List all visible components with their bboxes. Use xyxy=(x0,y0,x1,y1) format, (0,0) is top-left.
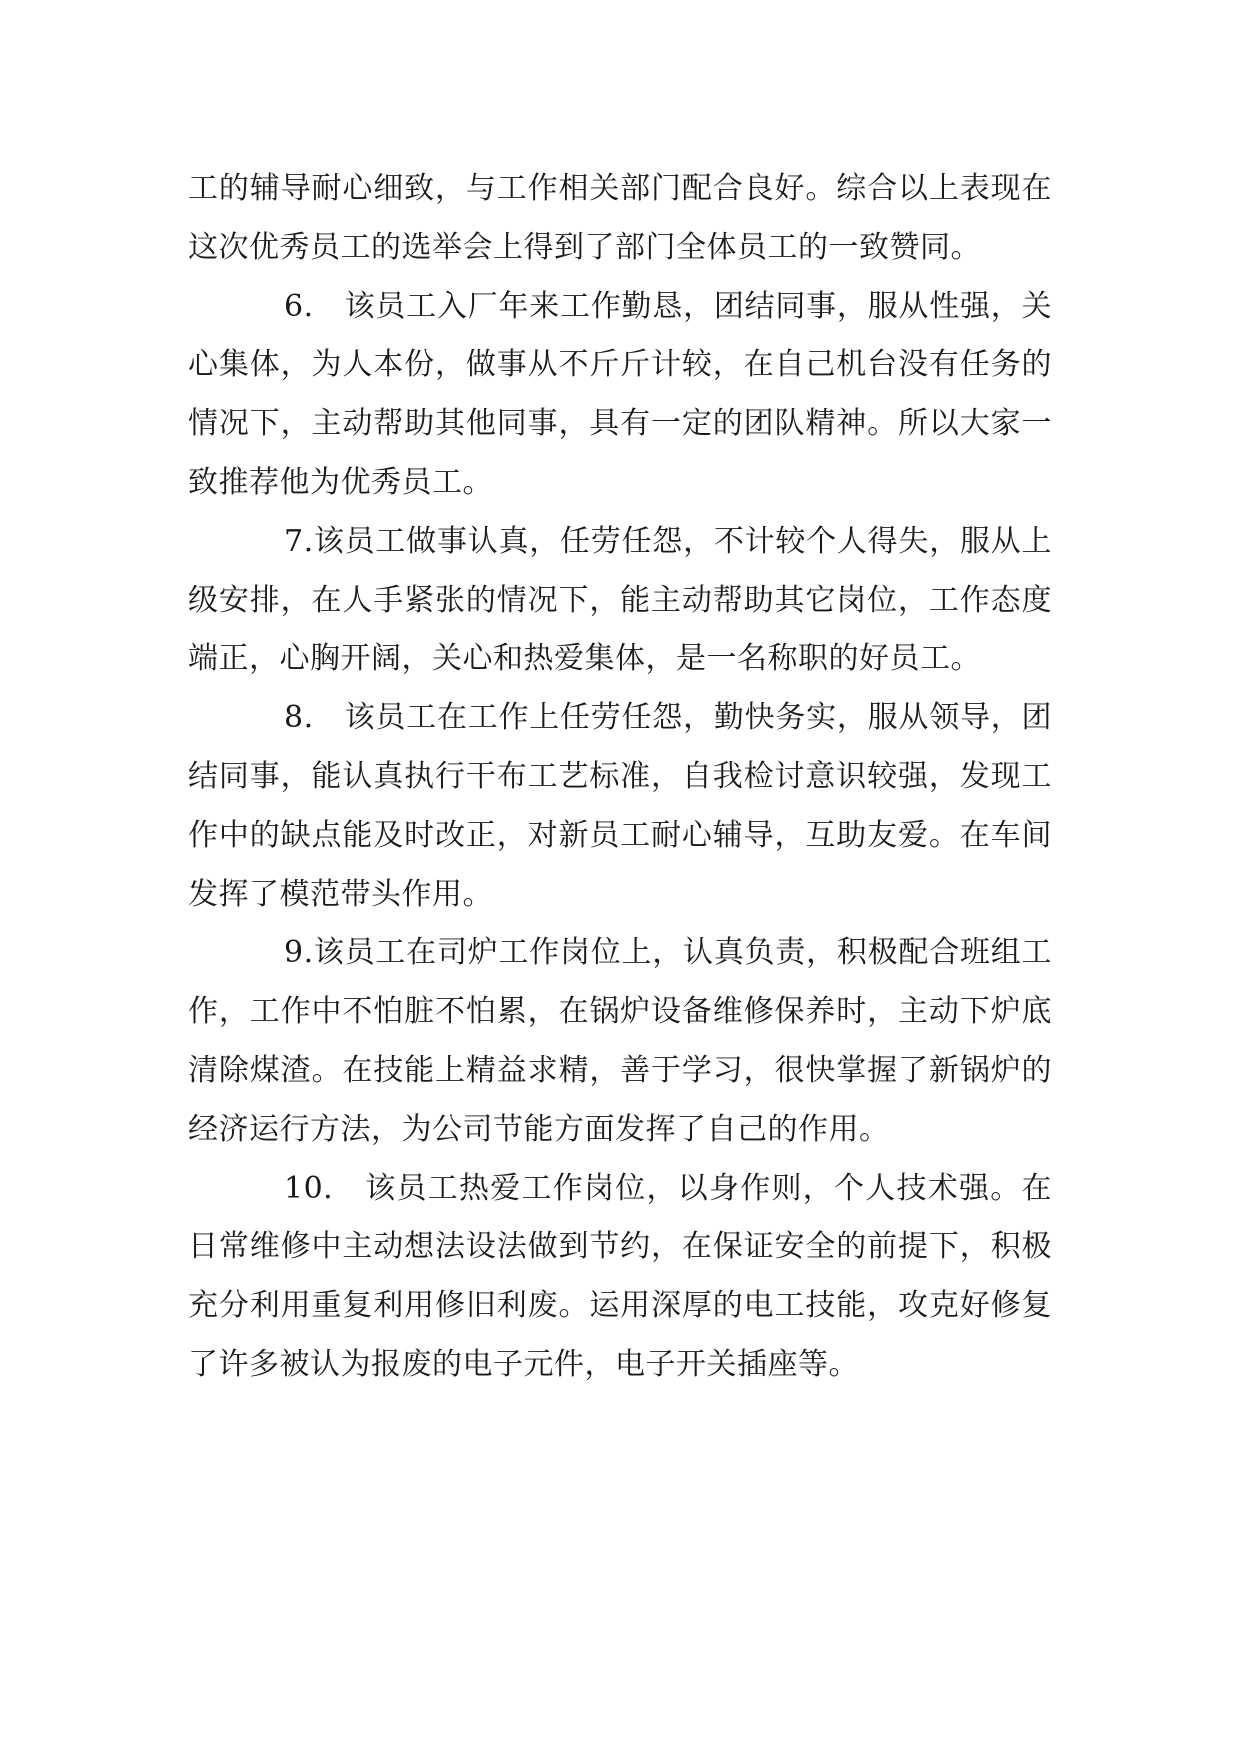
document-body xyxy=(188,160,1052,1395)
paragraph-item-6: 6. 该员工入厂年来工作勤恳，团结同事，服从性强，关心集体，为人本份，做事从不斤斤计较，在自己机台没有任务的情况下，主动帮助其他同事，具有一定的团队精神。所以大家一致推荐他为优秀员工。 xyxy=(188,288,1052,500)
paragraph-item-10: 10. 该员工热爱工作岗位，以身作则，个人技术强。在日常维修中主动想法设法做到节约，在保证安全的前提下，积极充分利用重复利用修旧利废。运用深厚的电工技能，攻克好修复了许多被认为报废的电子元件，电子开关插座等。 xyxy=(188,1170,1052,1382)
paragraph-continuation: 工的辅导耐心细致，与工作相关部门配合良好。综合以上表现在这次优秀员工的选举会上得到了部门全体员工的一致赞同。 xyxy=(188,171,1052,265)
paragraph-item-7: 7.该员工做事认真，任劳任怨，不计较个人得失，服从上级安排，在人手紧张的情况下，能主动帮助其它岗位，工作态度端正，心胸开阔，关心和热爱集体，是一名称职的好员工。 xyxy=(188,523,1052,677)
paragraph-item-8: 8. 该员工在工作上任劳任怨，勤快务实，服从领导，团结同事，能认真执行干布工艺标准，自我检讨意识较强，发现工作中的缺点能及时改正，对新员工耐心辅导，互助友爱。在车间发挥了模范带头作用。 xyxy=(188,700,1052,912)
paragraph-item-9: 9.该员工在司炉工作岗位上，认真负责，积极配合班组工作，工作中不怕脏不怕累，在锅炉设备维修保养时，主动下炉底清除煤渣。在技能上精益求精，善于学习，很快掌握了新锅炉的经济运行方法，为公司节能方面发挥了自己的作用。 xyxy=(188,935,1052,1147)
